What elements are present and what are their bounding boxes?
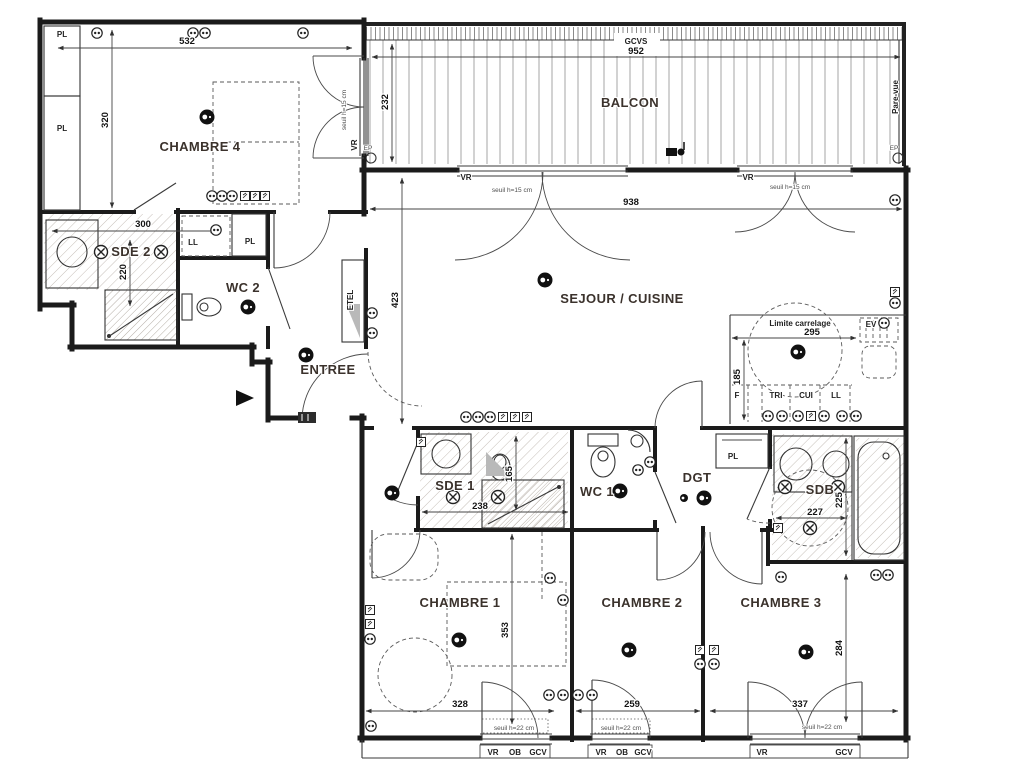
sdb-tub-tiling	[856, 438, 904, 558]
dim-300: 300	[135, 219, 151, 230]
room-label-entree: ENTREE	[300, 362, 356, 377]
label-vr-window-a: VR	[460, 173, 472, 182]
room-label-sdb: SDB	[805, 482, 835, 497]
room-label-chambre2: CHAMBRE 2	[601, 595, 683, 610]
dim-259: 259	[624, 699, 640, 710]
room-label-chambre3: CHAMBRE 3	[740, 595, 822, 610]
label-gcvs: GCVS	[624, 37, 648, 46]
label-pl-2: PL	[56, 124, 68, 133]
label-pl-1: PL	[56, 30, 68, 39]
dim-185: 185	[732, 369, 743, 385]
label-vr-chambre4: VR	[350, 139, 359, 151]
label-seuil22-ch2: seuil h=22 cm	[600, 725, 642, 732]
room-label-chambre1: CHAMBRE 1	[419, 595, 501, 610]
label-ob-ch2: OB	[616, 748, 628, 757]
label-f: F	[734, 391, 740, 400]
label-ll-kitchen: LL	[831, 391, 841, 400]
label-vr-window-b: VR	[742, 173, 754, 182]
label-seuil15-a: seuil h=15 cm	[491, 187, 533, 194]
label-pl-3: PL	[244, 237, 256, 246]
dim-532: 532	[179, 36, 195, 47]
label-seuil22-ch1: seuil h=22 cm	[493, 725, 535, 732]
label-ep-right: EP	[889, 145, 899, 152]
washer-slot	[182, 216, 230, 256]
label-vr-ch3: VR	[756, 748, 768, 757]
dim-220: 220	[118, 264, 129, 280]
room-label-dgt: DGT	[682, 470, 712, 485]
dim-353: 353	[500, 622, 511, 638]
room-label-sde2: SDE 2	[111, 244, 151, 259]
dim-227: 227	[807, 507, 823, 518]
label-seuil22-ch3: seuil h=22 cm	[801, 724, 843, 731]
label-vr-ch1: VR	[487, 748, 499, 757]
label-gcv-ch3: GCV	[835, 748, 853, 757]
room-label-balcon: BALCON	[600, 95, 660, 110]
label-tri: TRI	[769, 391, 783, 400]
label-gcv-ch1: GCV	[529, 748, 547, 757]
dim-328: 328	[452, 699, 468, 710]
label-ll-sde2: LL	[188, 238, 198, 247]
dim-165: 165	[504, 466, 515, 482]
label-vr-ch2: VR	[595, 748, 607, 757]
dim-938: 938	[623, 197, 639, 208]
label-pl-4: PL	[727, 452, 739, 461]
entry-arrow	[236, 390, 254, 406]
room-label-sde1: SDE 1	[435, 478, 475, 493]
room-label-wc2: WC 2	[225, 280, 261, 295]
label-seuil15-b: seuil h=15 cm	[769, 184, 811, 191]
dim-295: 295	[804, 327, 820, 338]
dim-225: 225	[834, 492, 845, 508]
dim-423: 423	[390, 292, 401, 308]
wc2-toilet	[197, 298, 221, 316]
label-seuil15-chambre4: seuil h=15 cm	[341, 89, 348, 131]
label-cui: CUI	[799, 391, 813, 400]
room-label-wc1: WC 1	[579, 484, 615, 499]
dim-952: 952	[628, 46, 644, 57]
hatching	[44, 27, 906, 560]
dgt-closet	[716, 434, 768, 468]
label-ev: EV	[865, 320, 877, 329]
dim-238: 238	[472, 501, 488, 512]
label-pare-vue: Pare-vue	[891, 80, 900, 114]
label-etel: ETEL	[346, 289, 355, 311]
dim-284: 284	[834, 640, 845, 656]
label-limite-carrelage: Limite carrelage	[769, 319, 831, 328]
dim-320: 320	[100, 112, 111, 128]
label-gcv-ch2: GCV	[634, 748, 652, 757]
label-ep-left: EP	[363, 145, 373, 152]
dim-232: 232	[380, 94, 391, 110]
dim-337: 337	[792, 699, 808, 710]
room-label-sejour: SEJOUR / CUISINE	[560, 291, 684, 306]
room-label-chambre4: CHAMBRE 4	[159, 139, 241, 154]
kitchen-sink	[862, 346, 896, 378]
label-ob-ch1: OB	[509, 748, 521, 757]
hall-closet	[232, 214, 266, 256]
